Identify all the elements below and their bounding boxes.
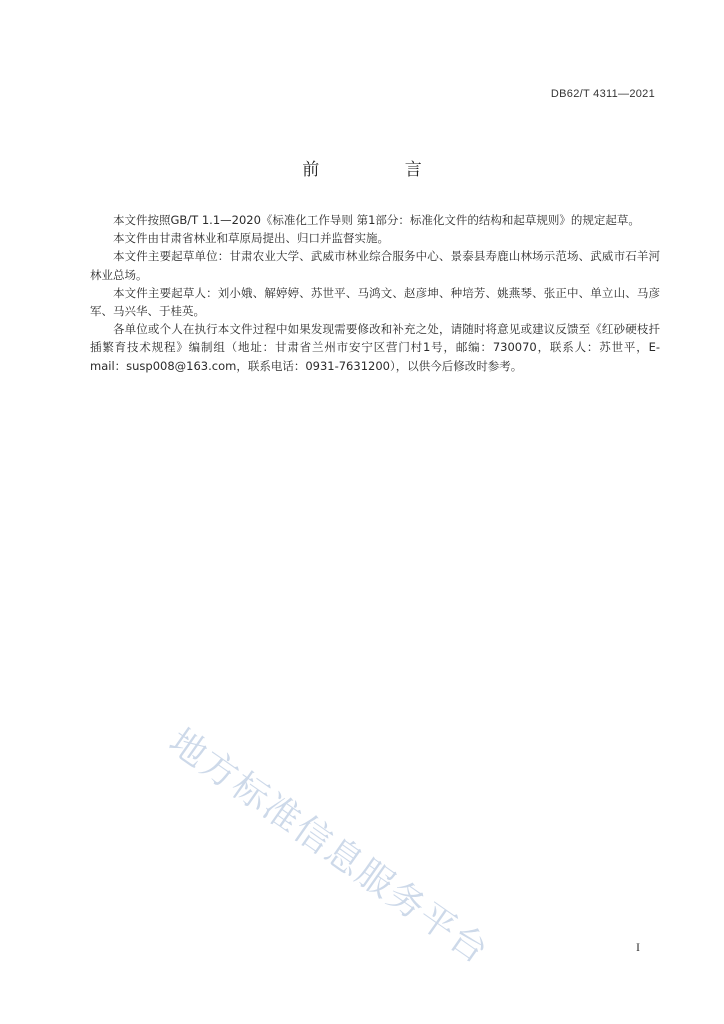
page-title: 前 言: [302, 160, 462, 180]
paragraph-drafters: 本文件主要起草人：刘小娥、解婷婷、苏世平、马鸿文、赵彦坤、种培芳、姚燕琴、张正中、单立山、马彦军、马兴华、于桂英。: [90, 285, 660, 319]
paragraph-drafting-units: 本文件主要起草单位：甘肃农业大学、武威市林业综合服务中心、景泰县寿鹿山林场示范场、武威市石羊河林业总场。: [90, 249, 660, 282]
paragraph-proposer: 本文件由甘肃省林业和草原局提出、归口并监督实施。: [113, 231, 389, 246]
preface-body: [90, 211, 660, 375]
page-number: I: [636, 940, 640, 954]
watermark: 地方标准信息服务平台: [161, 721, 497, 973]
standard-code: DB62/T 4311—2021: [550, 88, 655, 100]
paragraph-feedback: 各单位或个人在执行本文件过程中如果发现需要修改和补充之处，请随时将意见或建议反馈至《红砂硬枝扦插繁育技术规程》编制组（地址：甘肃省兰州市安宁区营门村1号，邮编：730070，联系人：苏世平，E-mail：susp008@163.com，联系电话：0931-7631200），以供今后修改时参考。: [90, 322, 660, 373]
paragraph-drafting-basis: 本文件按照GB/T 1.1—2020《标准化工作导则 第1部分：标准化文件的结构和起草规则》的规定起草。: [113, 213, 640, 227]
